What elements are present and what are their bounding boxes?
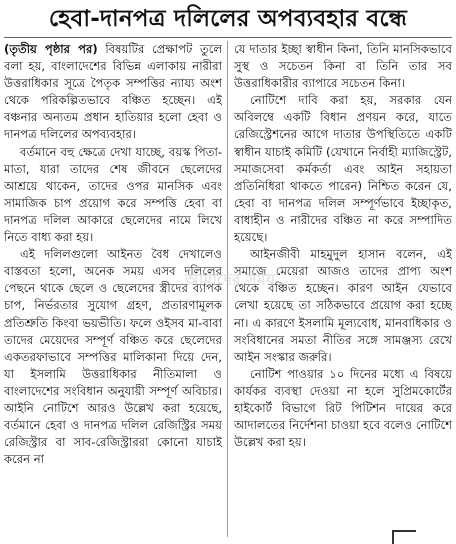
- article-paragraph: নোটিশ পাওয়ার ১০ দিনের মধ্যে এ বিষয়ে কার্যকর ব্যবস্থা দেওয়া না হলে সুপ্রিমকোর্টের হাইকোর্ট বিভাগে রিট পিটিশন দায়ের করে আদালতের নির্দেশনা চাওয়া হবে বলেও নোটিশে উল্লেখ করা হয়।: [234, 366, 452, 450]
- column-divider: [227, 41, 228, 537]
- headline: হেবা-দানপত্র দলিলের অপব্যবহার বন্ধে: [48, 6, 408, 32]
- article-paragraph: এই দলিলগুলো আইনত বৈধ দেখালেও বাস্তবতা হলো, অনেক সময় এসব দলিলের পেছনে থাকে ছেলে ও ছেলেদের স্ত্রীদের ব্যাপক চাপ, নির্ভরতার সুযোগ গ্রহণ, প্রতারণামূলক প্রতিশ্রুতি কিংবা ভয়ভীতি। ফলে ওইসব মা-বাবা তাদের মেয়েদের সম্পূর্ণ বঞ্চিত করে ছেলেদের একতরফাভাবে সম্পত্তির মালিকানা দিয়ে দেন, যা ইসলামি উত্তরাধিকার নীতিমালা ও বাংলাদেশের সংবিধান অনুযায়ী সম্পূর্ণ অবিচার। আইনি নোটিশে আরও উল্লেখ করা হয়েছে, বর্তমানে হেবা ও দানপত্র দলিল রেজিস্ট্রির সময় রেজিস্ট্রার বা সাব-রেজিস্ট্রাররা কোনো যাচাই করেন না: [4, 247, 222, 467]
- newspaper-watermark: আমাদের সময়: [184, 270, 276, 289]
- article-paragraph: যে দাতার ইচ্ছা স্বাধীন কিনা, তিনি মানসিকভাবে সুস্থ ও সচেতন কিনা বা তিনি তার সব উত্তরাধিকারীর ব্যাপারে সচেতন কিনা।: [234, 42, 452, 91]
- article-paragraph: [4, 41, 222, 144]
- continued-from-label: (তৃতীয় পৃষ্ঠার পর): [4, 42, 98, 56]
- article-paragraph: নোটিশে দাবি করা হয়, সরকার যেন অবিলম্বে একটি বিধান প্রণয়ন করে, যাতে রেজিস্ট্রেশনের আগে দাতার উপস্থিতিতে একটি স্বাধীন যাচাই কমিটি (যেখানে নির্বাহী ম্যাজিস্ট্রেট, সমাজসেবা কর্মকর্তা এবং আইন সহায়তা প্রতিনিধিরা থাকতে পারেন) নিশ্চিত করেন যে, হেবা বা দানপত্র দলিল সম্পূর্ণভাবে ইচ্ছাকৃত, বাধাহীন ও নারীদের বঞ্চিত না করে সম্পাদিত হয়েছে।: [234, 93, 452, 245]
- article-paragraph: আইনজীবী মাহমুদুল হাসান বলেন, এই সমাজে মেয়েরা আজও তাদের প্রাপ্য অংশ থেকে বঞ্চিত হচ্ছেন। কারণ আইন যেভাবে লেখা হয়েছে তা সঠিকভাবে প্রয়োগ করা হচ্ছে না। এ কারণে ইসলামি মূল্যবোধ, মানবাধিকার ও সংবিধানের সমতা নীতির সঙ্গে সামঞ্জস্য রেখে আইন সংস্কার জরুরি।: [234, 247, 452, 364]
- headline-rule: [4, 37, 452, 38]
- paragraph-text: বিষয়টির প্রেক্ষাপট তুলে বলা হয়, বাংলাদেশের বিভিন্ন এলাকায় নারীরা উত্তরাধিকার সূত্রে পৈতৃক সম্পত্তির ন্যায্য অংশ থেকে পরিকল্পিতভাবে বঞ্চিত হচ্ছেন। এই বঞ্চনার অন্যতম প্রধান হাতিয়ার হলো হেবা ও দানপত্র দলিলের অপব্যবহার।: [4, 42, 222, 142]
- article-paragraph: বর্তমানে বহু ক্ষেত্রে দেখা যাচ্ছে, বয়স্ক পিতা-মাতা, যারা তাদের শেষ জীবনে ছেলেদের আশ্রয়ে থাকেন, তাদের ওপর মানসিক এবং সামাজিক চাপ প্রয়োগ করে সম্পত্তি হেবা বা দানপত্র দলিল আকারে ছেলেদের নামে লিখে নিতে বাধ্য করা হয়।: [4, 144, 222, 245]
- article-column-right: [234, 41, 452, 539]
- article-column-left: [4, 41, 222, 539]
